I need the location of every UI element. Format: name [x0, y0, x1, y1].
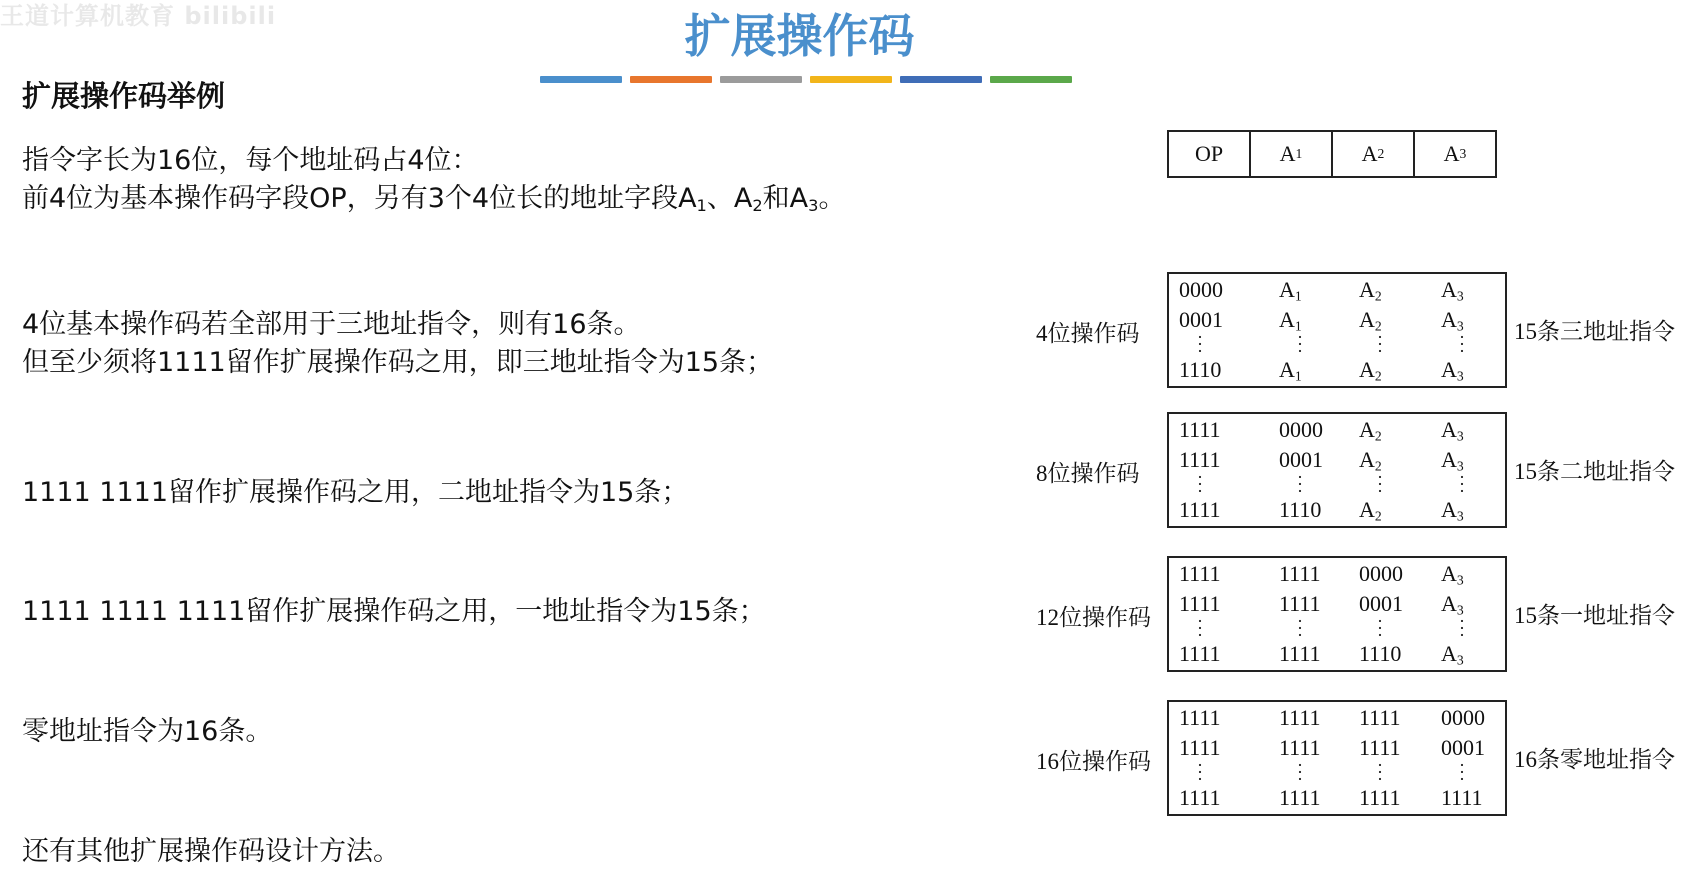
- opcode-cell: $A_1$: [1279, 357, 1302, 384]
- opcode-cell: $A_3$: [1441, 497, 1464, 524]
- opcode-cell: $A_2$: [1359, 417, 1382, 444]
- vertical-ellipsis: · · ·: [1197, 467, 1203, 501]
- opcode-cell: 1110: [1359, 641, 1402, 666]
- opcode-group-box: [1167, 700, 1507, 816]
- instruction-format-box: [1167, 130, 1497, 178]
- vertical-ellipsis: · · ·: [1459, 755, 1465, 789]
- opcode-cell: 0001: [1441, 735, 1485, 760]
- opcode-cell: 1111: [1279, 705, 1321, 730]
- opcode-cell: 1111: [1279, 735, 1321, 760]
- opcode-cell: 0001: [1359, 591, 1403, 616]
- opcode-cell: $A_2$: [1359, 447, 1382, 474]
- vertical-ellipsis: · · ·: [1459, 327, 1465, 361]
- opcode-cell: 0001: [1179, 307, 1223, 332]
- vertical-ellipsis: · · ·: [1459, 467, 1465, 501]
- opcode-cell: $A_3$: [1441, 357, 1464, 384]
- title-color-bar: [810, 76, 892, 83]
- vertical-ellipsis: · · ·: [1197, 755, 1203, 789]
- opcode-cell: 0001: [1279, 447, 1323, 472]
- opcode-cell: 0000: [1441, 705, 1485, 730]
- paragraph-line: 前4位为基本操作码字段OP，另有3个4位长的地址字段$A_1$、$A_2$和$A_3$。: [22, 183, 846, 216]
- opcode-cell: 1111: [1179, 497, 1221, 522]
- paragraph-other-methods: 还有其他扩展操作码设计方法。: [22, 836, 400, 867]
- format-op-field: OP: [1169, 132, 1251, 176]
- opcode-cell: 1111: [1179, 447, 1221, 472]
- opcode-cell: 1111: [1179, 785, 1221, 810]
- vertical-ellipsis: · · ·: [1297, 327, 1303, 361]
- opcode-cell: 1110: [1179, 357, 1222, 382]
- opcode-group-box: [1167, 412, 1507, 528]
- title-color-bar: [720, 76, 802, 83]
- paragraph-line: 4位基本操作码若全部用于三地址指令，则有16条。: [22, 309, 641, 340]
- opcode-cell: 1111: [1179, 705, 1221, 730]
- vertical-ellipsis: · · ·: [1197, 611, 1203, 645]
- vertical-ellipsis: · · ·: [1297, 467, 1303, 501]
- opcode-length-label: 16位操作码: [1036, 749, 1151, 774]
- paragraph-line: 指令字长为16位，每个地址码占4位：: [22, 145, 479, 176]
- title-color-bar: [900, 76, 982, 83]
- opcode-cell: $A_2$: [1359, 497, 1382, 524]
- section-subtitle: 扩展操作码举例: [22, 79, 226, 113]
- title-color-bar: [630, 76, 712, 83]
- opcode-cell: 0000: [1179, 277, 1223, 302]
- opcode-cell: 1110: [1279, 497, 1322, 522]
- title-color-bars: [540, 76, 1072, 83]
- vertical-ellipsis: · · ·: [1459, 611, 1465, 645]
- opcode-cell: 1111: [1441, 785, 1483, 810]
- paragraph-line: 但至少须将1111留作扩展操作码之用，即三地址指令为15条；: [22, 347, 774, 378]
- title-color-bar: [540, 76, 622, 83]
- opcode-cell: 1111: [1179, 561, 1221, 586]
- instruction-count-label: 15条一地址指令: [1514, 603, 1675, 628]
- format-address-field-1: A 1: [1251, 132, 1333, 176]
- opcode-group-box: [1167, 556, 1507, 672]
- opcode-cell: $A_1$: [1279, 307, 1302, 334]
- opcode-cell: 1111: [1279, 561, 1321, 586]
- opcode-group-box: [1167, 272, 1507, 388]
- watermark: 王道计算机教育 bilibili: [0, 2, 277, 30]
- opcode-cell: 1111: [1179, 417, 1221, 442]
- opcode-cell: 0000: [1279, 417, 1323, 442]
- opcode-cell: 1111: [1279, 591, 1321, 616]
- paragraph-instruction-format: [22, 142, 845, 225]
- opcode-cell: $A_3$: [1441, 307, 1464, 334]
- opcode-cell: $A_2$: [1359, 357, 1382, 384]
- opcode-cell: 1111: [1359, 735, 1401, 760]
- opcode-cell: $A_3$: [1441, 641, 1464, 668]
- opcode-cell: 1111: [1359, 785, 1401, 810]
- paragraph-three-address: [22, 306, 773, 382]
- opcode-cell: 0000: [1359, 561, 1403, 586]
- opcode-cell: 1111: [1279, 641, 1321, 666]
- opcode-cell: $A_3$: [1441, 561, 1464, 588]
- format-address-field-2: A 2: [1333, 132, 1415, 176]
- vertical-ellipsis: · · ·: [1297, 611, 1303, 645]
- vertical-ellipsis: · · ·: [1197, 327, 1203, 361]
- format-address-field-3: A 3: [1443, 141, 1467, 166]
- instruction-count-label: 15条二地址指令: [1514, 459, 1675, 484]
- slide-title: 扩展操作码: [684, 9, 915, 63]
- opcode-cell: 1111: [1179, 735, 1221, 760]
- opcode-length-label: 12位操作码: [1036, 605, 1151, 630]
- paragraph-one-address: 1111 1111 1111留作扩展操作码之用，一地址指令为15条；: [22, 596, 766, 627]
- opcode-cell: $A_3$: [1441, 277, 1464, 304]
- opcode-cell: 1111: [1179, 591, 1221, 616]
- opcode-cell: $A_3$: [1441, 417, 1464, 444]
- opcode-cell: 1111: [1179, 641, 1221, 666]
- opcode-cell: $A_2$: [1359, 277, 1382, 304]
- opcode-length-label: 8位操作码: [1036, 461, 1140, 486]
- vertical-ellipsis: · · ·: [1377, 327, 1383, 361]
- opcode-cell: $A_2$: [1359, 307, 1382, 334]
- opcode-cell: $A_3$: [1441, 591, 1464, 618]
- opcode-length-label: 4位操作码: [1036, 321, 1140, 346]
- vertical-ellipsis: · · ·: [1377, 755, 1383, 789]
- instruction-count-label: 15条三地址指令: [1514, 319, 1675, 344]
- vertical-ellipsis: · · ·: [1377, 467, 1383, 501]
- title-color-bar: [990, 76, 1072, 83]
- vertical-ellipsis: · · ·: [1377, 611, 1383, 645]
- paragraph-two-address: 1111 1111留作扩展操作码之用，二地址指令为15条；: [22, 477, 689, 508]
- opcode-cell: $A_3$: [1441, 447, 1464, 474]
- opcode-cell: 1111: [1359, 705, 1401, 730]
- instruction-count-label: 16条零地址指令: [1514, 747, 1675, 772]
- opcode-cell: 1111: [1279, 785, 1321, 810]
- opcode-cell: $A_1$: [1279, 277, 1302, 304]
- vertical-ellipsis: · · ·: [1297, 755, 1303, 789]
- paragraph-zero-address: 零地址指令为16条。: [22, 716, 273, 747]
